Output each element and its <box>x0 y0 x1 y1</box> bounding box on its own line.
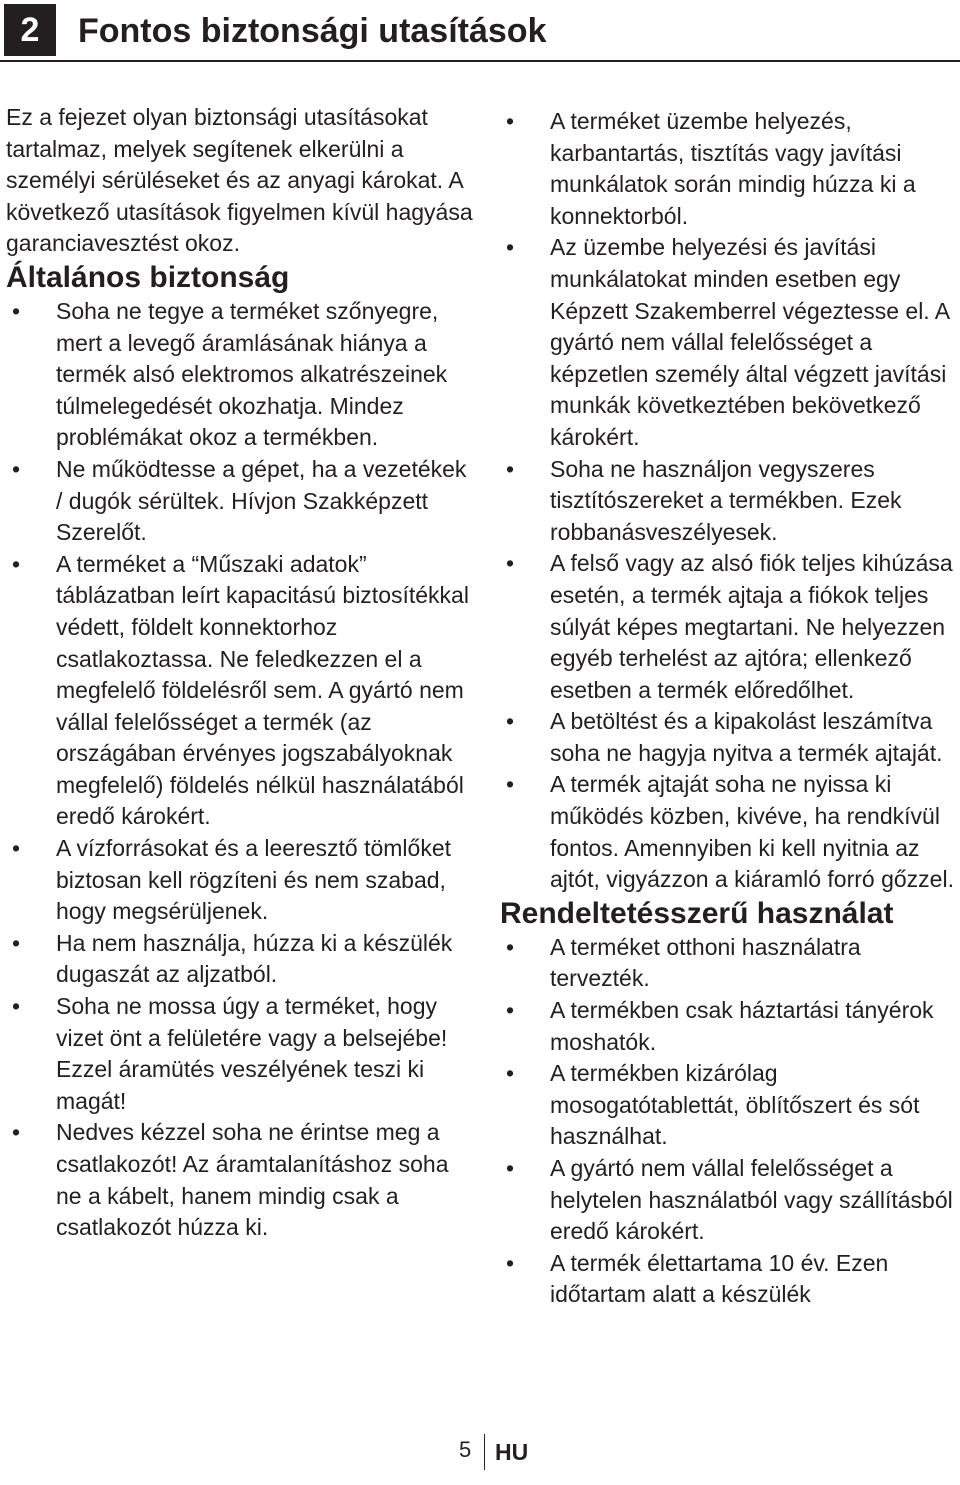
bullet-icon: • <box>11 929 21 956</box>
bullet-icon: • <box>505 1155 515 1181</box>
page-number: 5 <box>459 1437 472 1462</box>
intended-use-list <box>500 932 956 1311</box>
language-code: HU <box>495 1439 529 1465</box>
bullet-icon: • <box>505 933 515 960</box>
list-item <box>6 454 476 549</box>
right-column <box>500 106 956 1311</box>
list-item-text: Ha nem használja, húzza ki a készülék dugaszát az aljzatból. <box>56 929 453 988</box>
chapter-title: Fontos biztonsági utasítások <box>78 12 547 50</box>
list-item-text: A gyártó nem vállal felelősséget a helytelen használatból vagy szállításból eredő károkért. <box>550 1155 953 1245</box>
list-item <box>500 106 956 232</box>
list-item <box>500 1153 956 1248</box>
list-item-text: Az üzembe helyezési és javítási munkálatokat minden esetben egy Képzett Szakemberrel végeztesse el. A gyártó nem vállal felelősséget a képzetlen személy által végzett javítási munkák következtében bekövetkező károkért. <box>550 234 949 450</box>
list-item <box>6 928 476 991</box>
list-item <box>6 991 476 1117</box>
left-column <box>6 102 476 1244</box>
bullet-icon: • <box>505 708 515 735</box>
list-item-text: A termék élettartama 10 év. Ezen időtartam alatt a készülék <box>550 1249 889 1308</box>
bullet-icon: • <box>505 771 515 798</box>
list-item-text: A vízforrásokat és a leeresztő tömlőket biztosan kell rögzíteni és nem szabad, hogy megsérüljenek. <box>56 835 452 925</box>
bullet-icon: • <box>11 297 21 324</box>
bullet-icon: • <box>11 835 21 862</box>
list-item <box>500 995 956 1058</box>
list-item-text: A termékben csak háztartási tányérok moshatók. <box>550 997 934 1055</box>
list-item <box>500 769 956 895</box>
bullet-icon: • <box>11 455 21 482</box>
bullet-icon: • <box>505 1249 515 1276</box>
list-item <box>500 232 956 453</box>
bullet-icon: • <box>505 108 515 134</box>
bullet-icon: • <box>11 550 21 577</box>
list-item-text: Ne működtesse a gépet, ha a vezetékek / dugók sérültek. Hívjon Szakképzett Szerelőt. <box>56 455 467 546</box>
list-item-text: A termék ajtaját soha ne nyissa ki működés közben, kivéve, ha rendkívül fontos. Amennyiben ki kell nyitnia az ajtót, vigyázzon a kiáramló forró gőzzel. <box>550 771 954 893</box>
list-item-text: A terméket üzembe helyezés, karbantartás, tisztítás vagy javítási munkálatok során mindig húzza ki a konnektorból. <box>550 108 916 229</box>
page-header <box>0 0 960 62</box>
bullet-icon: • <box>505 455 515 482</box>
list-item <box>6 1117 476 1243</box>
list-item <box>500 932 956 995</box>
bullet-icon: • <box>505 234 515 261</box>
list-item-text: A terméket a “Műszaki adatok” táblázatban leírt kapacitású biztosítékkal védett, földelt konnektorhoz csatlakoztassa. Ne feledkezzen el a megfelelő földelésről sem. A gyártó nem vállal felelősséget a termék (az országában érvényes jogszabályoknak megfelelő) földelés nélkül használatából eredő károkért. <box>56 550 469 830</box>
section-heading-intended-use: Rendeltetésszerű használat <box>500 896 894 930</box>
intro-paragraph: Ez a fejezet olyan biztonsági utasításokat tartalmaz, melyek segítenek elkerülni a személyi sérüléseket és az anyagi károkat. A következő utasítások figyelmen kívül hagyása garanciavesztést okoz. <box>6 104 473 257</box>
bullet-icon: • <box>11 1119 21 1146</box>
safety-list-continued <box>500 106 956 896</box>
list-item <box>6 833 476 928</box>
list-item <box>500 548 956 706</box>
list-item <box>500 1058 956 1153</box>
list-item-text: A terméket otthoni használatra tervezték. <box>550 933 861 992</box>
bullet-icon: • <box>505 550 515 577</box>
bullet-icon: • <box>505 1060 515 1087</box>
section-heading-general-safety: Általános biztonság <box>6 260 290 294</box>
list-item-text: Soha ne tegye a terméket szőnyegre, mert a levegő áramlásának hiánya a termék alsó elektromos alkatrészeinek túlmelegedését okozhatja. Mindez problémákat okoz a termékben. <box>56 297 448 451</box>
bullet-icon: • <box>11 993 21 1020</box>
list-item-text: Soha ne mossa úgy a terméket, hogy vizet önt a felületére vagy a belsejébe! Ezzel áramütés veszélyének teszi ki magát! <box>56 993 448 1114</box>
list-item-text: A betöltést és a kipakolást leszámítva soha ne hagyja nyitva a termék ajtaját. <box>550 708 943 766</box>
list-item <box>500 454 956 549</box>
chapter-number-box: 2 <box>4 4 56 56</box>
list-item <box>6 549 476 833</box>
page-footer <box>0 1432 960 1472</box>
footer-divider <box>484 1434 485 1470</box>
list-item-text: Soha ne használjon vegyszeres tisztítószereket a termékben. Ezek robbanásveszélyesek. <box>550 455 902 545</box>
general-safety-list <box>6 296 476 1244</box>
bullet-icon: • <box>505 997 515 1024</box>
list-item-text: A termékben kizárólag mosogatótablettát, öblítőszert és sót használhat. <box>550 1060 920 1150</box>
list-item-text: A felső vagy az alsó fiók teljes kihúzása esetén, a termék ajtaja a fiókok teljes súlyát képes megtartani. Ne helyezzen egyéb terhelést az ajtóra; ellenkező esetben a termék előredőlhet. <box>550 550 953 703</box>
list-item-text: Nedves kézzel soha ne érintse meg a csatlakozót! Az áramtalanításhoz soha ne a kábelt, hanem mindig csak a csatlakozót húzza ki. <box>56 1119 449 1241</box>
list-item <box>500 1248 956 1311</box>
list-item <box>6 296 476 454</box>
list-item <box>500 706 956 769</box>
